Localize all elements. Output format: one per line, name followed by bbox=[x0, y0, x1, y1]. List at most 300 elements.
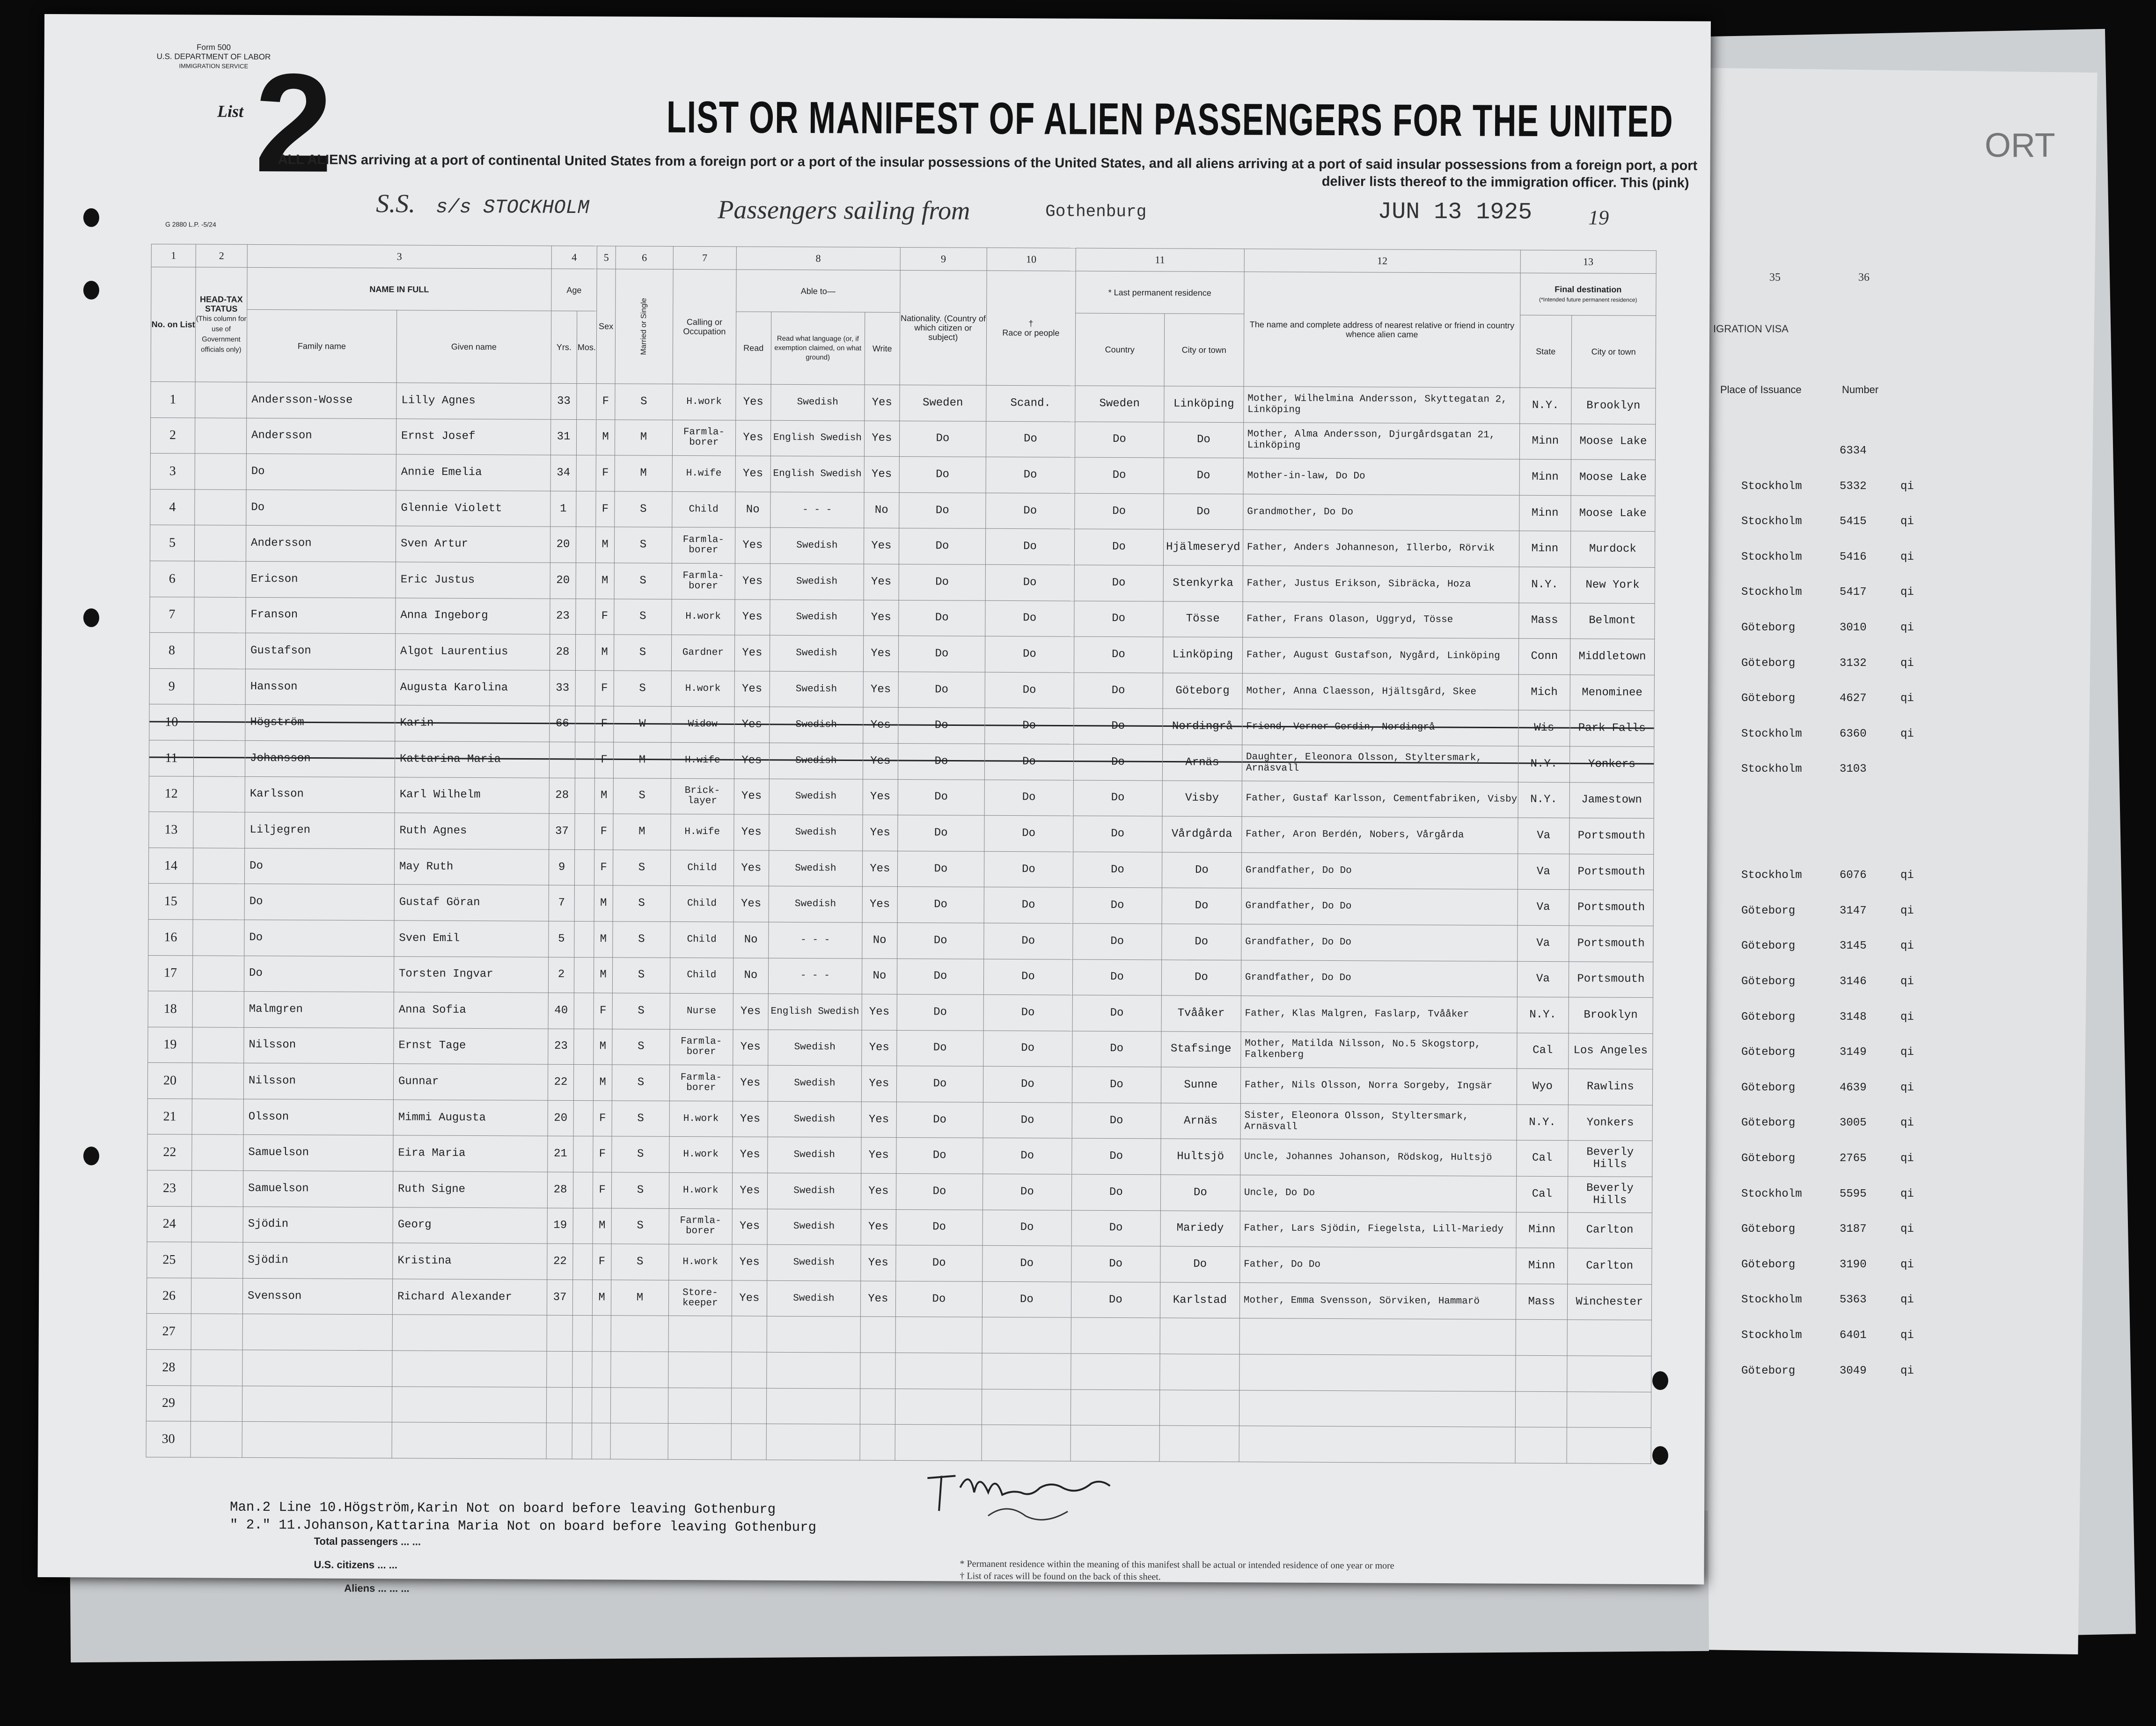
visa-number: 3148 bbox=[1840, 1010, 1867, 1024]
visa-number: 5363 bbox=[1840, 1294, 1867, 1307]
destination-state: Conn bbox=[1518, 638, 1570, 674]
nearest-relative: Mother, Anna Claesson, Hjältsgård, Skee bbox=[1242, 673, 1518, 710]
occupation: Farmla-borer bbox=[669, 1065, 733, 1101]
voyage-line bbox=[376, 189, 589, 219]
residence-country: Do bbox=[1074, 636, 1163, 673]
visa-mark: qi bbox=[1900, 586, 1914, 599]
visa-mark: qi bbox=[1900, 550, 1914, 563]
nearest-relative: Daughter, Eleonora Olsson, Styltersmark, Arnäsvall bbox=[1242, 745, 1518, 782]
race: Do bbox=[983, 995, 1072, 1031]
sex: F bbox=[593, 1101, 612, 1137]
col-num: 6 bbox=[616, 246, 673, 270]
destination-city: Portsmouth bbox=[1569, 890, 1653, 926]
given-name: Lilly Agnes bbox=[396, 383, 551, 419]
visa-number: 2765 bbox=[1840, 1152, 1867, 1165]
read-language-header: Read what language (or, if exemption claimed, on what ground) bbox=[771, 312, 865, 385]
residence-city: Arnäs bbox=[1162, 745, 1242, 781]
residence-country: Do bbox=[1071, 1282, 1160, 1318]
race: Do bbox=[985, 529, 1074, 565]
nearest-relative: Uncle, Johannes Johanson, Rödskog, Hultsjö bbox=[1240, 1139, 1517, 1176]
marital-status: S bbox=[615, 491, 672, 527]
read-language: Swedish bbox=[770, 563, 864, 600]
nationality: Do bbox=[896, 1138, 983, 1174]
can-read: Yes bbox=[733, 994, 768, 1030]
age-years: 28 bbox=[550, 634, 575, 670]
read-language bbox=[766, 1388, 860, 1424]
race bbox=[982, 1317, 1071, 1353]
can-write: Yes bbox=[864, 528, 899, 564]
residence-country: Do bbox=[1073, 744, 1162, 780]
can-write bbox=[860, 1317, 895, 1353]
marital-status: S bbox=[612, 1101, 669, 1137]
visa-number: 5417 bbox=[1840, 586, 1867, 599]
given-name: Ernst Tage bbox=[394, 1028, 548, 1064]
age-years bbox=[546, 1423, 572, 1459]
can-write: Yes bbox=[861, 1102, 896, 1138]
row-number: 9 bbox=[149, 668, 194, 704]
nationality: Do bbox=[899, 457, 986, 493]
occupation: Gardner bbox=[671, 635, 734, 671]
race: Do bbox=[984, 744, 1073, 780]
visa-mark: qi bbox=[1900, 869, 1914, 882]
nationality: Do bbox=[899, 600, 985, 636]
nationality: Do bbox=[898, 815, 984, 851]
age-months bbox=[574, 885, 594, 922]
passenger-rows bbox=[146, 381, 1656, 1463]
can-write: Yes bbox=[864, 456, 899, 492]
row-number: 6 bbox=[150, 561, 194, 597]
can-write: Yes bbox=[864, 600, 899, 636]
table-row bbox=[148, 955, 1653, 998]
age-years: 22 bbox=[548, 1064, 573, 1100]
table-row bbox=[147, 1063, 1652, 1105]
can-write: No bbox=[862, 958, 897, 995]
occupation: H.work bbox=[669, 1101, 733, 1137]
race: Do bbox=[984, 780, 1073, 816]
age-months bbox=[572, 1280, 592, 1316]
destination-state bbox=[1516, 1320, 1567, 1356]
race: Do bbox=[984, 815, 1073, 851]
nearest-relative: Sister, Eleonora Olsson, Styltersmark, Arnäsvall bbox=[1240, 1104, 1517, 1141]
family-name-header: Family name bbox=[247, 309, 397, 382]
visa-place: Göteborg bbox=[1741, 904, 1796, 917]
nearest-relative bbox=[1239, 1354, 1516, 1391]
sex: M bbox=[594, 922, 613, 958]
can-write: Yes bbox=[863, 815, 898, 851]
family-name: Samuelson bbox=[243, 1135, 393, 1171]
destination-city: Brooklyn bbox=[1571, 388, 1656, 424]
calling-header: Calling or Occupation bbox=[673, 269, 736, 384]
visa-number: 3132 bbox=[1840, 657, 1867, 670]
can-write: Yes bbox=[861, 1138, 896, 1174]
race-header bbox=[986, 271, 1076, 386]
sex: F bbox=[593, 1244, 611, 1280]
destination-state: Va bbox=[1518, 854, 1569, 890]
table-row bbox=[147, 1134, 1652, 1177]
row-number: 12 bbox=[149, 776, 193, 812]
head-tax-cell bbox=[194, 597, 246, 633]
read-language: Swedish bbox=[769, 743, 863, 779]
sex bbox=[592, 1316, 611, 1352]
table-row bbox=[148, 919, 1653, 962]
can-read: Yes bbox=[734, 707, 770, 743]
residence-city: Tvååker bbox=[1161, 995, 1241, 1031]
head-tax-cell bbox=[194, 561, 246, 597]
head-tax-cell bbox=[193, 776, 245, 812]
age-months bbox=[575, 670, 595, 706]
occupation: Farmla-borer bbox=[672, 563, 735, 599]
occupation: Widow bbox=[671, 707, 734, 743]
table-row bbox=[147, 1242, 1652, 1285]
residence-country bbox=[1071, 1425, 1159, 1461]
visa-place: Stockholm bbox=[1741, 586, 1802, 599]
can-read: Yes bbox=[732, 1280, 767, 1316]
residence-city bbox=[1160, 1354, 1239, 1390]
family-name: Johansson bbox=[245, 740, 395, 777]
nearest-relative: Mother, Wilhelmina Andersson, Skyttegatan 2, Linköping bbox=[1244, 387, 1520, 424]
occupation: Nurse bbox=[670, 993, 733, 1029]
given-name: May Ruth bbox=[394, 848, 549, 885]
given-name: Glennie Violett bbox=[396, 490, 550, 527]
footnotes bbox=[960, 1558, 1394, 1584]
write-header: Write bbox=[865, 312, 900, 385]
can-read: Yes bbox=[733, 1101, 768, 1137]
table-row bbox=[146, 1385, 1651, 1428]
can-write: Yes bbox=[865, 385, 900, 421]
visa-place: Göteborg bbox=[1741, 622, 1796, 634]
sex: F bbox=[595, 599, 614, 635]
row-number: 21 bbox=[147, 1098, 192, 1134]
table-row bbox=[147, 1278, 1651, 1320]
destination-city: Murdock bbox=[1570, 531, 1655, 567]
table-row bbox=[146, 1421, 1651, 1464]
residence-city: Linköping bbox=[1163, 637, 1242, 673]
visa-number: 3149 bbox=[1840, 1046, 1867, 1059]
marital-status: S bbox=[612, 1029, 670, 1065]
given-name: Anna Sofia bbox=[394, 992, 548, 1029]
able-to-header: Able to— bbox=[736, 270, 900, 313]
given-name: Ruth Agnes bbox=[395, 813, 549, 849]
read-language: Swedish bbox=[769, 779, 863, 815]
nearest-relative: Father, Justus Erikson, Sibräcka, Hoza bbox=[1243, 566, 1519, 603]
residence-country: Do bbox=[1075, 457, 1164, 493]
footnote-races: † List of races will be found on the back of this sheet. bbox=[960, 1571, 1161, 1582]
head-tax-cell bbox=[191, 1207, 243, 1243]
destination-city: Moose Lake bbox=[1571, 496, 1655, 532]
occupation bbox=[668, 1352, 732, 1388]
destination-state: Wis bbox=[1518, 710, 1570, 746]
destination-city bbox=[1567, 1427, 1651, 1463]
head-tax-cell bbox=[194, 704, 245, 740]
given-name: Karin bbox=[395, 705, 550, 742]
given-name bbox=[392, 1386, 546, 1423]
head-tax-cell bbox=[195, 453, 246, 490]
sex bbox=[592, 1423, 610, 1459]
row-number: 17 bbox=[148, 955, 192, 991]
visa-mark: qi bbox=[1900, 1117, 1914, 1130]
destination-state: Minn bbox=[1519, 531, 1570, 567]
read-language: Swedish bbox=[767, 1173, 861, 1209]
race: Do bbox=[985, 636, 1074, 672]
visa-place: Göteborg bbox=[1741, 1010, 1796, 1024]
residence-city: Linköping bbox=[1164, 386, 1244, 422]
destination-city: Yonkers bbox=[1568, 1105, 1652, 1141]
can-read: Yes bbox=[733, 1137, 768, 1173]
visa-number: 4639 bbox=[1840, 1081, 1867, 1094]
nationality: Do bbox=[897, 995, 983, 1031]
family-name: Do bbox=[244, 848, 394, 885]
row-number: 3 bbox=[150, 453, 195, 490]
table-row bbox=[150, 453, 1655, 496]
final-destination-header bbox=[1520, 273, 1656, 315]
visa-place: Göteborg bbox=[1741, 975, 1796, 988]
row-number: 4 bbox=[150, 489, 195, 525]
visa-place: Göteborg bbox=[1741, 1081, 1796, 1094]
can-write bbox=[860, 1389, 895, 1425]
visa-mark: qi bbox=[1900, 940, 1914, 953]
residence-country bbox=[1071, 1318, 1160, 1354]
nearest-relative: Father, Anders Johanneson, Illerbo, Rörvik bbox=[1243, 530, 1519, 567]
col-num: 4 bbox=[551, 246, 597, 269]
read-language: Swedish bbox=[769, 886, 862, 922]
can-read: No bbox=[733, 922, 769, 958]
table-row bbox=[150, 597, 1655, 639]
occupation: H.wife bbox=[672, 456, 735, 492]
visa-number: 3190 bbox=[1840, 1258, 1867, 1271]
read-language bbox=[766, 1424, 860, 1460]
sex: M bbox=[595, 527, 614, 563]
underlying-sheet bbox=[1689, 68, 2097, 1654]
sex: F bbox=[594, 849, 613, 885]
head-tax-cell bbox=[191, 1421, 242, 1457]
visa-mark: qi bbox=[1900, 1223, 1914, 1236]
nearest-relative: Father, Do Do bbox=[1240, 1247, 1516, 1284]
nationality: Do bbox=[897, 958, 983, 995]
destination-city: Portsmouth bbox=[1569, 926, 1653, 962]
read-language: Swedish bbox=[770, 635, 863, 671]
table-row bbox=[147, 1170, 1652, 1213]
nationality: Do bbox=[899, 564, 985, 600]
can-read: Yes bbox=[732, 1209, 767, 1245]
family-name: Liljegren bbox=[245, 812, 395, 849]
can-read: Yes bbox=[734, 778, 769, 814]
row-number: 11 bbox=[149, 740, 193, 776]
residence-country: Do bbox=[1073, 852, 1162, 888]
table-row bbox=[150, 489, 1655, 532]
departure-port: Gothenburg bbox=[1045, 202, 1147, 222]
head-tax-cell bbox=[191, 1350, 242, 1386]
age-months bbox=[577, 383, 596, 419]
row-number: 30 bbox=[146, 1421, 191, 1457]
nationality bbox=[895, 1317, 982, 1353]
destination-state: Mass bbox=[1516, 1284, 1567, 1320]
age-years: 22 bbox=[547, 1243, 573, 1280]
nationality-header: Nationality. (Country of which citizen or subject) bbox=[900, 270, 987, 385]
occupation: Farmla-borer bbox=[672, 527, 735, 563]
row-number: 13 bbox=[149, 812, 193, 848]
visa-place: Göteborg bbox=[1741, 657, 1796, 670]
state-header: State bbox=[1520, 315, 1572, 388]
row-number: 5 bbox=[150, 525, 194, 561]
visa-place: Stockholm bbox=[1741, 515, 1802, 528]
age-months bbox=[576, 419, 596, 455]
can-read: Yes bbox=[734, 635, 770, 671]
visa-mark: qi bbox=[1900, 1294, 1914, 1307]
age-years: 28 bbox=[549, 778, 575, 814]
age-months bbox=[575, 778, 594, 814]
family-name bbox=[242, 1350, 392, 1386]
given-name: Augusta Karolina bbox=[395, 670, 550, 706]
marital-status: S bbox=[613, 922, 670, 958]
destination-state: N.Y. bbox=[1519, 567, 1570, 603]
can-read: Yes bbox=[735, 563, 770, 600]
age-years bbox=[546, 1387, 572, 1423]
read-language: English Swedish bbox=[770, 456, 864, 492]
given-name: Ruth Signe bbox=[393, 1171, 547, 1208]
occupation: H.work bbox=[671, 671, 734, 707]
visa-mark: qi bbox=[1900, 1329, 1914, 1342]
marital-status: S bbox=[614, 635, 671, 671]
visa-mark: qi bbox=[1900, 727, 1914, 740]
visa-mark: qi bbox=[1900, 1081, 1914, 1094]
occupation: H.wife bbox=[671, 742, 734, 778]
sex: M bbox=[593, 1208, 611, 1244]
head-tax-cell bbox=[191, 1314, 242, 1350]
marital-status: M bbox=[611, 1280, 668, 1316]
destination-state: Cal bbox=[1517, 1033, 1569, 1069]
visa-place: Stockholm bbox=[1741, 1329, 1802, 1342]
annotation-line: " 2." 11.Johanson,Kattarina Maria Not on board before leaving Gothenburg bbox=[229, 1517, 816, 1536]
row-number: 16 bbox=[148, 919, 193, 955]
visa-mark: qi bbox=[1900, 480, 1914, 493]
annotation-line: Man.2 Line 10.Högström,Karin Not on board before leaving Gothenburg bbox=[230, 1499, 776, 1517]
marital-status: M bbox=[615, 455, 672, 491]
read-language: Swedish bbox=[767, 1280, 860, 1316]
visa-place: Stockholm bbox=[1741, 1294, 1802, 1307]
can-write: Yes bbox=[864, 421, 899, 457]
can-read: Yes bbox=[733, 1065, 768, 1101]
destination-city: Brooklyn bbox=[1569, 997, 1653, 1033]
race: Do bbox=[983, 1102, 1072, 1138]
age-months bbox=[573, 1065, 593, 1101]
marital-status: W bbox=[614, 706, 671, 742]
visa-place: Göteborg bbox=[1741, 1223, 1796, 1236]
residence-city: Do bbox=[1162, 852, 1241, 888]
occupation: Child bbox=[670, 886, 733, 922]
can-read bbox=[731, 1388, 766, 1424]
table-row bbox=[147, 1206, 1652, 1249]
name-in-full-header: NAME IN FULL bbox=[247, 267, 551, 311]
row-number: 14 bbox=[148, 848, 193, 884]
destination-city: Jamestown bbox=[1569, 782, 1654, 818]
destination-state: Minn bbox=[1519, 424, 1571, 460]
occupation: Farmla-borer bbox=[670, 1029, 733, 1065]
residence-city: Karlstad bbox=[1160, 1282, 1239, 1318]
marital-status: S bbox=[615, 384, 673, 420]
year-label: 19 bbox=[1588, 206, 1609, 229]
can-read bbox=[732, 1316, 767, 1352]
col-num: 10 bbox=[987, 248, 1076, 271]
place-of-issuance-label: Place of Issuance bbox=[1720, 384, 1802, 395]
head-tax-cell bbox=[193, 884, 244, 920]
can-write: Yes bbox=[862, 1030, 897, 1066]
visa-number: 3147 bbox=[1840, 904, 1867, 917]
residence-city: Mariedy bbox=[1160, 1211, 1240, 1247]
given-name: Kristina bbox=[393, 1243, 547, 1280]
head-tax-cell bbox=[192, 1063, 243, 1099]
can-write: Yes bbox=[864, 564, 899, 600]
race: Scand. bbox=[986, 385, 1075, 421]
married-header bbox=[615, 269, 673, 384]
ship-name: s/s STOCKHOLM bbox=[436, 196, 589, 219]
read-language: Swedish bbox=[770, 600, 864, 636]
country-header: Country bbox=[1075, 313, 1165, 386]
can-read bbox=[731, 1424, 766, 1460]
destination-state: Minn bbox=[1519, 459, 1571, 495]
form-id: Form 500 bbox=[197, 43, 231, 52]
residence-country: Do bbox=[1072, 959, 1161, 995]
head-tax-cell bbox=[192, 991, 244, 1027]
occupation: Brick-layer bbox=[671, 778, 734, 814]
residence-country: Do bbox=[1072, 1031, 1161, 1067]
sex: M bbox=[595, 635, 614, 671]
last-residence-header: * Last permanent residence bbox=[1076, 271, 1244, 314]
sex: M bbox=[593, 1065, 612, 1101]
residence-city: Göteborg bbox=[1163, 673, 1242, 709]
read-language: - - - bbox=[769, 922, 862, 958]
residence-country bbox=[1071, 1353, 1160, 1390]
residence-city: Sunne bbox=[1161, 1067, 1240, 1103]
race bbox=[982, 1353, 1071, 1389]
residence-city: Vårdgårda bbox=[1162, 816, 1242, 852]
read-language: Swedish bbox=[770, 671, 863, 707]
nationality: Do bbox=[898, 708, 985, 744]
visa-place: Göteborg bbox=[1741, 1117, 1796, 1130]
destination-city: New York bbox=[1570, 567, 1655, 603]
marital-status: S bbox=[611, 1208, 669, 1244]
nationality: Do bbox=[896, 1245, 983, 1281]
marital-status: S bbox=[614, 563, 672, 599]
yrs-header: Yrs. bbox=[551, 311, 577, 383]
residence-country: Do bbox=[1074, 673, 1163, 709]
destination-state: N.Y. bbox=[1518, 746, 1569, 782]
sex: F bbox=[594, 993, 612, 1029]
nearest-relative bbox=[1239, 1426, 1515, 1463]
age-months bbox=[576, 599, 595, 635]
age-years: 2 bbox=[548, 957, 574, 993]
department: U.S. DEPARTMENT OF LABOR bbox=[156, 52, 271, 62]
residence-country: Do bbox=[1074, 529, 1163, 565]
can-read: Yes bbox=[732, 1244, 767, 1280]
sex: M bbox=[595, 563, 614, 599]
table-row bbox=[149, 633, 1654, 675]
service: IMMIGRATION SERVICE bbox=[179, 62, 249, 70]
given-name: Anna Ingeborg bbox=[396, 598, 550, 634]
nearest-relative: Mother, Alma Andersson, Djurgårdsgatan 21, Linköping bbox=[1243, 422, 1519, 459]
form-header bbox=[156, 43, 271, 71]
nationality: Do bbox=[899, 492, 986, 528]
nearest-relative: Father, Klas Malgren, Faslarp, Tvååker bbox=[1241, 996, 1517, 1033]
marital-status bbox=[611, 1352, 668, 1388]
age-months bbox=[575, 742, 594, 778]
visa-mark: qi bbox=[1900, 692, 1914, 705]
read-language: Swedish bbox=[768, 1137, 861, 1173]
read-language: Swedish bbox=[767, 1209, 861, 1245]
family-name: Nilsson bbox=[244, 1027, 394, 1064]
age-years: 23 bbox=[548, 1029, 574, 1065]
residence-city: Stafsinge bbox=[1161, 1031, 1241, 1068]
age-months bbox=[575, 814, 594, 850]
